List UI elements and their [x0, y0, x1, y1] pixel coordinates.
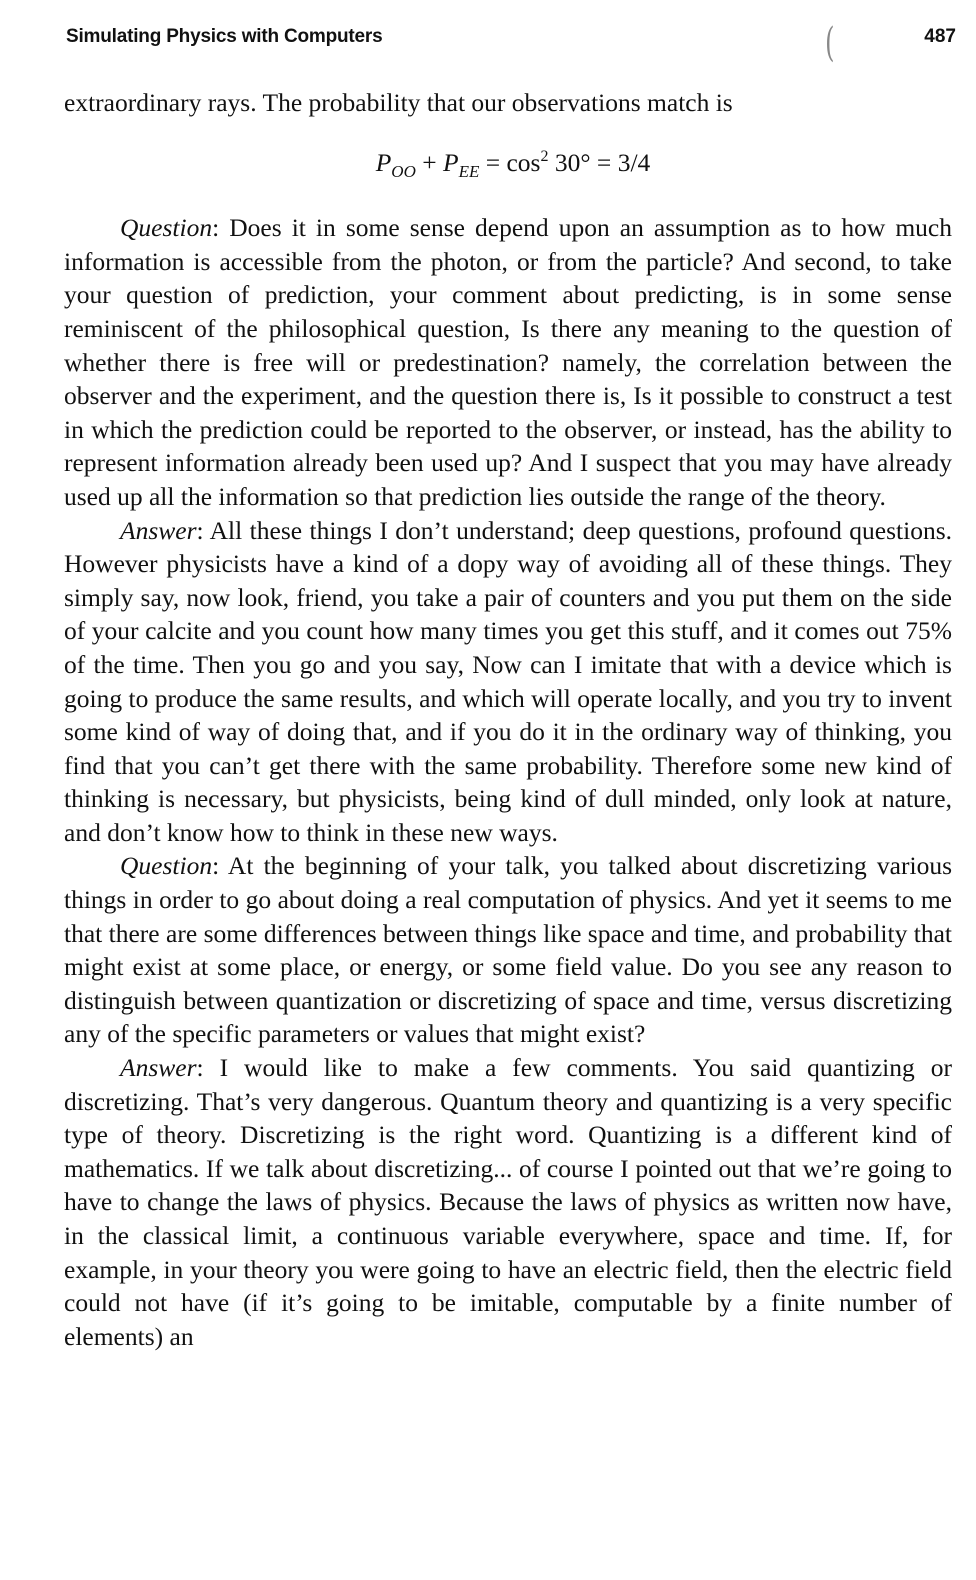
speaker-label: Question — [120, 213, 213, 243]
paragraph-answer-1 — [64, 514, 952, 850]
paragraph-text: : I would like to make a few comments. You said quantizing or discretizing. That’s very dangerous. Quantum theory and quantizing is a very specific type of theory. Discretizing is the right word. Quantizing is a different kind of mathematics. If we talk about discretizing... of course I pointed out that we’re going to have to change the laws of physics. Because the laws of physics as written now have, in the classical limit, a continuous variable everywhere, space and time. If, for example, in your theory you were going to have an electric field, then the electric field could not have (if it’s going to be imitable, computable by a finite number of elements) an — [64, 1053, 952, 1351]
speaker-label: Answer — [120, 515, 197, 545]
speaker-label: Answer — [120, 1053, 197, 1083]
eq-subscript-ee: EE — [458, 161, 480, 181]
eq-cos: = cos — [479, 147, 541, 177]
eq-plus: + — [415, 147, 443, 177]
page-number: 487 — [924, 26, 956, 47]
probability-equation — [64, 146, 952, 180]
paragraph-question-2 — [64, 849, 952, 1051]
paragraph-text: : At the beginning of your talk, you talked about discretizing various things in order to go about doing a real computation of physics. And yet it seems to me that there are some differences between things like space and time, and probability that might exist at some place, or energy, or some field value. Do you see any reason to distinguish between quantization or discretizing of space and time, versus discretizing any of the specific parameters or values that might exist? — [64, 851, 952, 1049]
paragraph-text: : All these things I don’t understand; deep questions, profound questions. However physicists have a kind of a dopy way of avoiding all of these things. They simply say, now look, friend, you take a pair of counters and you put them on the side of your calcite and you count how many times you get this stuff, and it comes out 75% of the time. Then you go and you say, Now can I imitate that with a device which is going to produce the same results, and which will operate locally, and you try to invent some kind of way of doing that, and if you do it in the ordinary way of thinking, you find that you can’t get there with the same probability. Therefore some new kind of thinking is necessary, but physicists, being kind of dull minded, only look at nature, and don’t know how to think in these new ways. — [64, 515, 952, 847]
paragraph-text: : Does it in some sense depend upon an assumption as to how much information is accessible from the photon, or from the particle? And second, to take your question of prediction, your comment about predicting, is in some sense reminiscent of the philosophical question, Is there any meaning to the question of whether there is free will or predestination? namely, the correlation between the observer and the experiment, and the question there is, Is it possible to construct a test in which the prediction could be reported to the observer, or instead, has the ability to represent information already been used up? And I suspect that you may have already used up all the information so that prediction lies outside the range of the theory. — [64, 213, 952, 511]
paragraph-question-1 — [64, 211, 952, 513]
margin-mark: ( — [825, 20, 835, 66]
running-head: Simulating Physics with Computers — [66, 26, 383, 47]
intro-line: extraordinary rays. The probability that our observations match is — [64, 88, 733, 117]
eq-term-p: P — [375, 147, 392, 177]
eq-subscript-oo: OO — [391, 161, 416, 181]
eq-term-p: P — [443, 147, 459, 177]
speaker-label: Question — [120, 851, 213, 881]
paragraph-answer-2 — [64, 1051, 952, 1353]
page-body — [64, 86, 952, 1353]
eq-exponent: 2 — [540, 147, 549, 165]
eq-result: 30° = 3/4 — [548, 147, 651, 177]
page-header — [66, 20, 958, 66]
